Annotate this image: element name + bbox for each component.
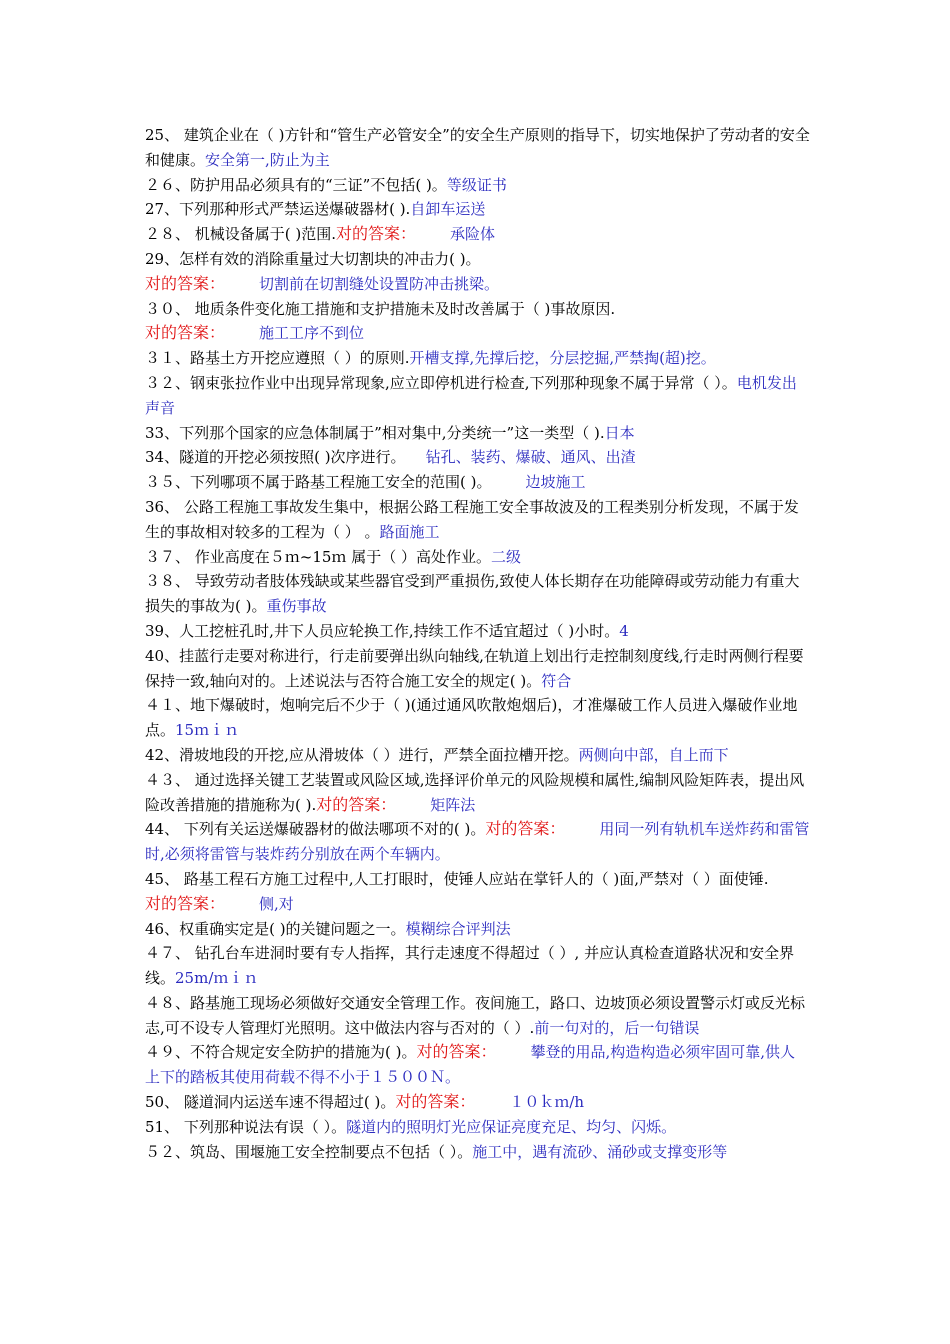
answer: 矩阵法 <box>430 795 476 814</box>
question-29: 29、怎样有效的消除重量过大切割块的冲击力( )。 <box>145 249 481 268</box>
answer: 4 <box>619 621 629 640</box>
question-46: 46、权重确实定是( )的关键问题之一。模糊综合评判法 <box>145 919 511 938</box>
question-33: 33、下列那个国家的应急体制属于”相对集中,分类统一”这一类型（ ).日本 <box>145 423 635 442</box>
question-30: ３０、 地质条件变化施工措施和支护措施未及时改善属于（ )事故原因. <box>145 299 616 318</box>
answer: 攀登的用品,构造构造必须牢固可靠,供人上下的踏板其使用荷载不得不小于１５００Ｎ。 <box>145 1043 796 1087</box>
answer: 边坡施工 <box>525 473 586 492</box>
answer: 两侧向中部，自上而下 <box>578 745 729 764</box>
question-list <box>145 123 810 1164</box>
answer-label: 对的答案： <box>145 323 226 343</box>
question-51: 51、 下列那种说法有误（ ）。隧道内的照明灯光应保证亮度充足、均匀、闪烁。 <box>145 1117 677 1136</box>
answer-label: 对的答案： <box>416 1042 497 1062</box>
answer: 承险体 <box>450 225 496 244</box>
answer: 自卸车运送 <box>410 200 486 219</box>
answer: １０ｋｍ/h <box>509 1093 585 1112</box>
question-38: ３８、 导致劳动者肢体残缺或某些器官受到严重损伤,致使人体长期存在功能障碍或劳动能力有重大损失的事故为( )。重伤事故 <box>145 572 800 616</box>
answer-label: 对的答案： <box>145 893 226 913</box>
answer: 15ｍｉｎ <box>175 721 240 740</box>
answer: 隧道内的照明灯光应保证亮度充足、均匀、闪烁。 <box>346 1117 677 1136</box>
answer: 路面施工 <box>379 522 440 541</box>
question-28: ２８、 机械设备属于( )范围.对的答案： 承险体 <box>145 224 496 244</box>
answer-label: 对的答案： <box>145 273 226 293</box>
answer: 日本 <box>604 423 635 442</box>
question-43: ４３、 通过选择关键工艺装置或风险区域,选择评价单元的风险规模和属性,编制风险矩阵表，提出风险改善措施的措施称为( ).对的答案： 矩阵法 <box>145 770 805 814</box>
answer: 电机发出声音 <box>145 373 797 417</box>
question-50: 50、 隧道洞内运送车速不得超过( )。对的答案： １０ｋｍ/h <box>145 1092 585 1112</box>
question-36: 36、 公路工程施工事故发生集中，根据公路工程施工安全事故波及的工程类别分析发现，不属于发生的事故相对较多的工程为（ ） 。路面施工 <box>145 497 799 541</box>
answer-line-29 <box>145 272 810 297</box>
question-40: 40、挂蓝行走要对称进行，行走前要弹出纵向轴线,在轨道上划出行走控制刻度线,行走时两侧行程要保持一致,轴向对的。上述说法与否符合施工安全的规定( )。符合 <box>145 646 804 690</box>
answer: 符合 <box>541 671 572 690</box>
question-49: ４９、不符合规定安全防护的措施为( )。对的答案： 攀登的用品,构造构造必须牢固可靠,供人上下的踏板其使用荷载不得不小于１５００Ｎ。 <box>145 1042 796 1087</box>
question-35: ３５、下列哪项不属于路基工程施工安全的范围( )。 边坡施工 <box>145 473 586 492</box>
question-47: ４７、 钻孔台车进洞时要有专人指挥，其行走速度不得超过（ ）, 并应认真检查道路状况和安全界线。25m/ｍｉｎ <box>145 944 795 988</box>
answer: 用同一列有轨机车送炸药和雷管时,必须将雷管与装炸药分别放在两个车辆内。 <box>145 820 810 864</box>
answer: 等级证书 <box>446 175 507 194</box>
question-52: ５２、筑岛、围堰施工安全控制要点不包括（ ）。施工中，遇有流砂、涌砂或支撑变形等 <box>145 1142 728 1161</box>
question-42: 42、滑坡地段的开挖,应从滑坡体（ ）进行，严禁全面拉槽开挖。两侧向中部，自上而下 <box>145 745 729 764</box>
answer: 施工中，遇有流砂、涌砂或支撑变形等 <box>472 1142 728 1161</box>
answer-label: 对的答案： <box>316 794 397 814</box>
answer: 安全第一,防止为主 <box>205 150 330 169</box>
question-27: 27、下列那种形式严禁运送爆破器材( ).自卸车运送 <box>145 200 486 219</box>
question-34: 34、隧道的开挖必须按照( )次序进行。 钻孔、装药、爆破、通风、出渣 <box>145 448 636 467</box>
question-37: ３７、 作业高度在５ｍ~15ｍ 属于（ ）高处作业。二级 <box>145 547 521 566</box>
answer: 施工工序不到位 <box>259 324 365 343</box>
answer: 切割前在切割缝处设置防冲击挑梁。 <box>259 274 500 293</box>
question-41: ４１、地下爆破时，炮响完后不少于（ )(通过通风吹散炮烟后)，才准爆破工作人员进入爆破作业地点。15ｍｉｎ <box>145 696 798 740</box>
answer: 钻孔、装药、爆破、通风、出渣 <box>425 448 636 467</box>
answer-label: 对的答案： <box>336 224 417 244</box>
question-25: 25、 建筑企业在（ )方针和“管生产必管安全”的安全生产原则的指导下，切实地保护了劳动者的安全和健康。安全第一,防止为主 <box>145 126 810 169</box>
answer-line-30 <box>145 321 810 346</box>
answer-label: 对的答案： <box>485 819 566 839</box>
answer: 模糊综合评判法 <box>405 919 511 938</box>
question-26: ２６、防护用品必须具有的“三证”不包括( )。等级证书 <box>145 175 507 194</box>
question-44: 44、 下列有关运送爆破器材的做法哪项不对的( )。对的答案： 用同一列有轨机车送炸药和雷管时,必须将雷管与装炸药分别放在两个车辆内。 <box>145 819 810 864</box>
answer-label: 对的答案： <box>395 1092 476 1112</box>
question-32: ３２、钢束张拉作业中出现异常现象,应立即停机进行检查,下列那种现象不属于异常（ ）。电机发出声音 <box>145 373 797 417</box>
answer: 25m/ｍｉｎ <box>175 969 259 988</box>
question-45: 45、 路基工程石方施工过程中,人工打眼时，使锤人应站在掌钎人的（ )面,严禁对（ ）面使锤. <box>145 869 769 888</box>
question-39: 39、人工挖桩孔时,井下人员应轮换工作,持续工作不适宜超过（ )小时。4 <box>145 621 629 640</box>
question-48: ４８、路基施工现场必须做好交通安全管理工作。夜间施工，路口、边坡顶必须设置警示灯或反光标志,可不设专人管理灯光照明。这中做法内容与否对的（ ）.前一句对的，后一句错误 <box>145 993 806 1037</box>
answer: 重伤事故 <box>266 597 327 616</box>
answer: 二级 <box>490 547 521 566</box>
answer: 开槽支撑,先撑后挖，分层挖掘,严禁掏(超)挖。 <box>409 349 716 368</box>
answer: 侧,对 <box>259 894 294 913</box>
answer-line-45 <box>145 892 810 917</box>
answer: 前一句对的，后一句错误 <box>534 1018 700 1037</box>
question-31: ３１、路基土方开挖应遵照（ ）的原则.开槽支撑,先撑后挖，分层挖掘,严禁掏(超)挖。 <box>145 349 716 368</box>
